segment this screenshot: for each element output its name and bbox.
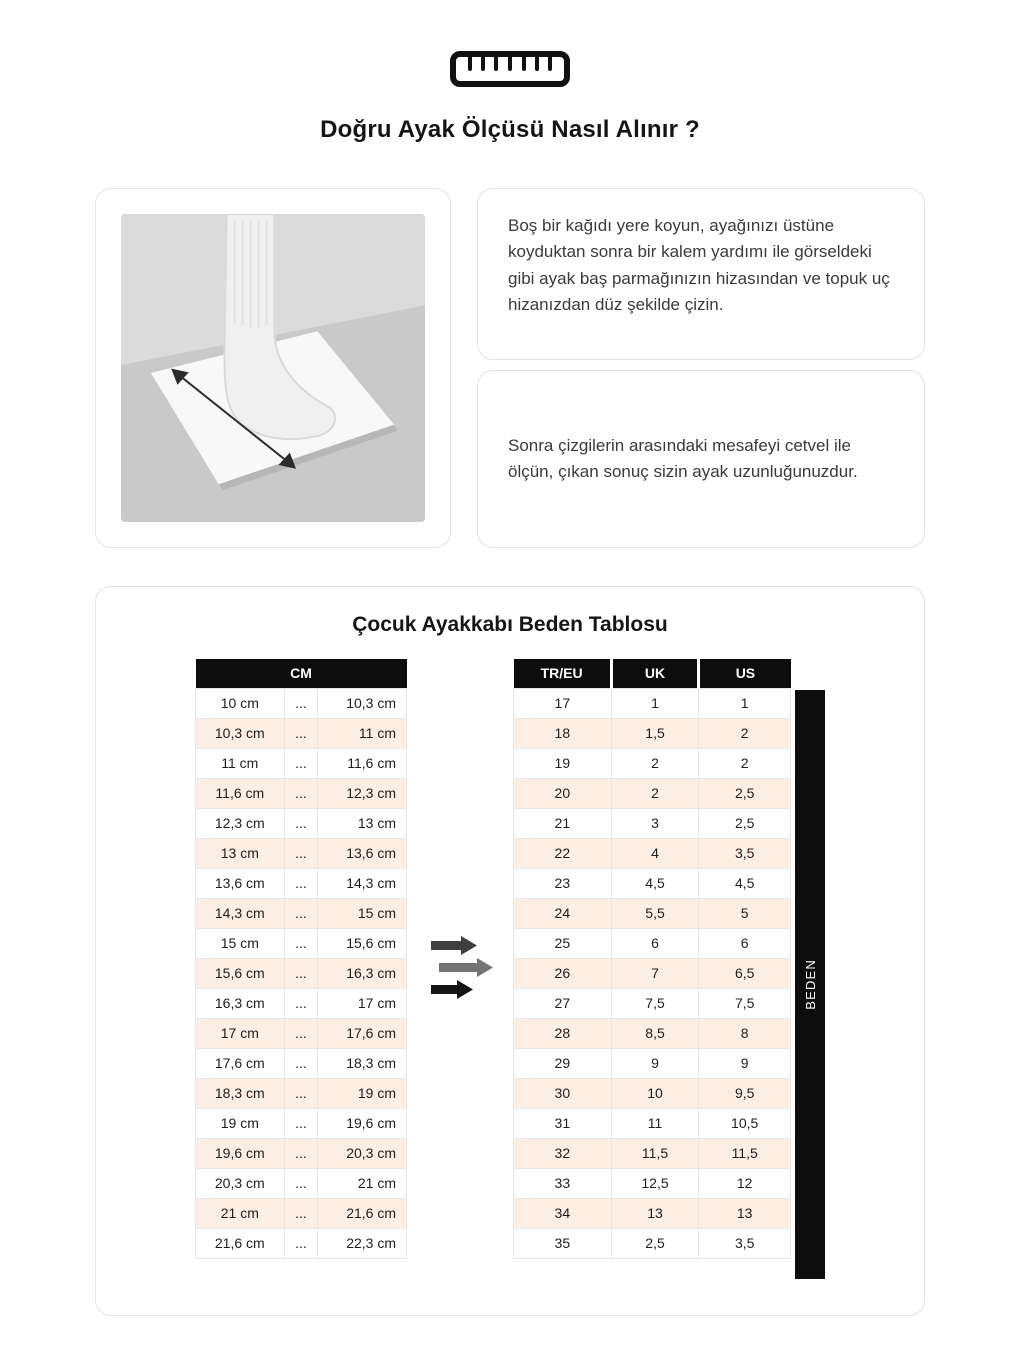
- cm-from-cell: 10,3 cm: [196, 718, 285, 748]
- us-cell: 3,5: [699, 838, 791, 868]
- cm-table-row: [196, 748, 407, 778]
- tr-eu-cell: 25: [514, 928, 612, 958]
- dots-cell: ...: [284, 1048, 318, 1078]
- dots-cell: ...: [284, 1168, 318, 1198]
- uk-cell: 8,5: [611, 1018, 699, 1048]
- size-table-row: [514, 748, 791, 778]
- cm-from-cell: 15,6 cm: [196, 958, 285, 988]
- cm-from-cell: 12,3 cm: [196, 808, 285, 838]
- size-table-row: [514, 718, 791, 748]
- uk-cell: 6: [611, 928, 699, 958]
- us-cell: 5: [699, 898, 791, 928]
- cm-to-cell: 16,3 cm: [318, 958, 407, 988]
- us-cell: 9,5: [699, 1078, 791, 1108]
- cm-from-cell: 18,3 cm: [196, 1078, 285, 1108]
- cm-from-cell: 17,6 cm: [196, 1048, 285, 1078]
- cm-to-cell: 17 cm: [318, 988, 407, 1018]
- uk-cell: 7: [611, 958, 699, 988]
- uk-cell: 4: [611, 838, 699, 868]
- size-table-row: [514, 1138, 791, 1168]
- tr-eu-cell: 31: [514, 1108, 612, 1138]
- cm-from-cell: 20,3 cm: [196, 1168, 285, 1198]
- uk-cell: 4,5: [611, 868, 699, 898]
- cm-to-cell: 13 cm: [318, 808, 407, 838]
- dots-cell: ...: [284, 1018, 318, 1048]
- dots-cell: ...: [284, 958, 318, 988]
- instruction-step-2: Sonra çizgilerin arasındaki mesafeyi cetvel ile ölçün, çıkan sonuç sizin ayak uzunluğunuzdur.: [508, 435, 858, 481]
- us-cell: 10,5: [699, 1108, 791, 1138]
- cm-from-cell: 11,6 cm: [196, 778, 285, 808]
- foot-measure-photo: [121, 214, 425, 522]
- tr-eu-cell: 30: [514, 1078, 612, 1108]
- us-cell: 13: [699, 1198, 791, 1228]
- uk-cell: 1: [611, 688, 699, 718]
- cm-from-cell: 19,6 cm: [196, 1138, 285, 1168]
- uk-cell: 10: [611, 1078, 699, 1108]
- size-table-row: [514, 808, 791, 838]
- us-cell: 6: [699, 928, 791, 958]
- us-cell: 2,5: [699, 778, 791, 808]
- cm-from-cell: 10 cm: [196, 688, 285, 718]
- size-table-row: [514, 1228, 791, 1258]
- dots-cell: ...: [284, 898, 318, 928]
- cm-to-cell: 19,6 cm: [318, 1108, 407, 1138]
- tr-eu-cell: 19: [514, 748, 612, 778]
- uk-cell: 5,5: [611, 898, 699, 928]
- uk-header: UK: [611, 659, 699, 688]
- cm-table-row: [196, 778, 407, 808]
- uk-cell: 9: [611, 1048, 699, 1078]
- cm-table-row: [196, 958, 407, 988]
- cm-table-row: [196, 808, 407, 838]
- tr-eu-cell: 23: [514, 868, 612, 898]
- dots-cell: ...: [284, 1198, 318, 1228]
- cm-from-cell: 16,3 cm: [196, 988, 285, 1018]
- tr-eu-cell: 29: [514, 1048, 612, 1078]
- instruction-cards: [477, 188, 925, 548]
- cm-to-cell: 21 cm: [318, 1168, 407, 1198]
- instruction-card-2: [477, 370, 925, 548]
- cm-to-cell: 22,3 cm: [318, 1228, 407, 1258]
- size-table-row: [514, 1078, 791, 1108]
- cm-from-cell: 17 cm: [196, 1018, 285, 1048]
- size-conversion-table: [513, 659, 791, 1259]
- cm-from-cell: 15 cm: [196, 928, 285, 958]
- size-table-row: [514, 958, 791, 988]
- cm-table-row: [196, 1108, 407, 1138]
- cm-to-cell: 12,3 cm: [318, 778, 407, 808]
- cm-table-row: [196, 1018, 407, 1048]
- size-table-title: Çocuk Ayakkabı Beden Tablosu: [352, 613, 668, 636]
- dots-cell: ...: [284, 808, 318, 838]
- size-table-row: [514, 868, 791, 898]
- ruler-icon: [0, 50, 1020, 88]
- us-cell: 7,5: [699, 988, 791, 1018]
- us-header: US: [699, 659, 791, 688]
- cm-table-header-row: [196, 659, 407, 688]
- uk-cell: 13: [611, 1198, 699, 1228]
- cm-to-cell: 21,6 cm: [318, 1198, 407, 1228]
- tr-eu-cell: 22: [514, 838, 612, 868]
- cm-table-row: [196, 1198, 407, 1228]
- cm-table-row: [196, 688, 407, 718]
- beden-side-label-text: BEDEN: [802, 959, 818, 1010]
- page-title: Doğru Ayak Ölçüsü Nasıl Alınır ?: [320, 116, 700, 143]
- dots-cell: ...: [284, 688, 318, 718]
- cm-to-cell: 15 cm: [318, 898, 407, 928]
- uk-cell: 7,5: [611, 988, 699, 1018]
- cm-table-row: [196, 928, 407, 958]
- tr-eu-header: TR/EU: [514, 659, 612, 688]
- cm-from-cell: 13 cm: [196, 838, 285, 868]
- size-tables-row: [96, 659, 924, 1279]
- cm-to-cell: 17,6 cm: [318, 1018, 407, 1048]
- size-table-row: [514, 988, 791, 1018]
- uk-cell: 3: [611, 808, 699, 838]
- cm-from-cell: 13,6 cm: [196, 868, 285, 898]
- tr-eu-cell: 26: [514, 958, 612, 988]
- cm-table-row: [196, 1078, 407, 1108]
- uk-cell: 2: [611, 778, 699, 808]
- cm-table: [195, 659, 407, 1259]
- dots-cell: ...: [284, 1138, 318, 1168]
- uk-cell: 11: [611, 1108, 699, 1138]
- cm-table-row: [196, 988, 407, 1018]
- tr-eu-cell: 17: [514, 688, 612, 718]
- cm-to-cell: 11,6 cm: [318, 748, 407, 778]
- dots-cell: ...: [284, 928, 318, 958]
- beden-side-label: [795, 690, 825, 1279]
- howto-section: [95, 188, 925, 548]
- foot-measure-photo-card: [95, 188, 451, 548]
- dots-cell: ...: [284, 718, 318, 748]
- cm-to-cell: 10,3 cm: [318, 688, 407, 718]
- us-cell: 8: [699, 1018, 791, 1048]
- dots-cell: ...: [284, 778, 318, 808]
- cm-to-cell: 20,3 cm: [318, 1138, 407, 1168]
- us-cell: 2: [699, 748, 791, 778]
- cm-table-row: [196, 1138, 407, 1168]
- tr-eu-cell: 35: [514, 1228, 612, 1258]
- cm-from-cell: 21 cm: [196, 1198, 285, 1228]
- us-cell: 2,5: [699, 808, 791, 838]
- cm-table-row: [196, 838, 407, 868]
- cm-table-row: [196, 1048, 407, 1078]
- uk-cell: 2,5: [611, 1228, 699, 1258]
- us-cell: 11,5: [699, 1138, 791, 1168]
- us-cell: 1: [699, 688, 791, 718]
- size-table-row: [514, 1018, 791, 1048]
- cm-table-row: [196, 898, 407, 928]
- size-table-header-row: [514, 659, 791, 688]
- cm-from-cell: 14,3 cm: [196, 898, 285, 928]
- tr-eu-cell: 32: [514, 1138, 612, 1168]
- cm-from-cell: 19 cm: [196, 1108, 285, 1138]
- cm-to-cell: 11 cm: [318, 718, 407, 748]
- instruction-card-1: [477, 188, 925, 360]
- uk-cell: 2: [611, 748, 699, 778]
- cm-table-row: [196, 1168, 407, 1198]
- us-cell: 2: [699, 718, 791, 748]
- tr-eu-cell: 33: [514, 1168, 612, 1198]
- cm-to-cell: 13,6 cm: [318, 838, 407, 868]
- tr-eu-cell: 27: [514, 988, 612, 1018]
- size-table-row: [514, 898, 791, 928]
- us-cell: 4,5: [699, 868, 791, 898]
- dots-cell: ...: [284, 1078, 318, 1108]
- dots-cell: ...: [284, 1228, 318, 1258]
- uk-cell: 11,5: [611, 1138, 699, 1168]
- size-table-row: [514, 838, 791, 868]
- cm-from-cell: 11 cm: [196, 748, 285, 778]
- us-cell: 6,5: [699, 958, 791, 988]
- tr-eu-cell: 28: [514, 1018, 612, 1048]
- tr-eu-cell: 18: [514, 718, 612, 748]
- dots-cell: ...: [284, 838, 318, 868]
- size-table-card: [95, 586, 925, 1316]
- size-table-row: [514, 688, 791, 718]
- cm-table-row: [196, 868, 407, 898]
- cm-header: CM: [196, 659, 407, 688]
- tr-eu-cell: 21: [514, 808, 612, 838]
- cm-table-row: [196, 718, 407, 748]
- size-table-row: [514, 1048, 791, 1078]
- tr-eu-cell: 20: [514, 778, 612, 808]
- triple-right-arrow-icon: [429, 933, 497, 1005]
- uk-cell: 1,5: [611, 718, 699, 748]
- cm-to-cell: 18,3 cm: [318, 1048, 407, 1078]
- dots-cell: ...: [284, 748, 318, 778]
- us-cell: 12: [699, 1168, 791, 1198]
- size-table-row: [514, 1198, 791, 1228]
- dots-cell: ...: [284, 868, 318, 898]
- size-table-row: [514, 1108, 791, 1138]
- tr-eu-cell: 24: [514, 898, 612, 928]
- us-cell: 9: [699, 1048, 791, 1078]
- size-table-row: [514, 778, 791, 808]
- dots-cell: ...: [284, 988, 318, 1018]
- tr-eu-cell: 34: [514, 1198, 612, 1228]
- size-table-row: [514, 1168, 791, 1198]
- dots-cell: ...: [284, 1108, 318, 1138]
- cm-to-cell: 14,3 cm: [318, 868, 407, 898]
- uk-cell: 12,5: [611, 1168, 699, 1198]
- cm-from-cell: 21,6 cm: [196, 1228, 285, 1258]
- cm-table-row: [196, 1228, 407, 1258]
- instruction-step-1: Boş bir kağıdı yere koyun, ayağınızı üstüne koyduktan sonra bir kalem yardımı ile görseldeki gibi ayak baş parmağınızın hizasından ve topuk uç hizanızdan düz şekilde çizin.: [508, 216, 890, 315]
- size-table-row: [514, 928, 791, 958]
- cm-to-cell: 15,6 cm: [318, 928, 407, 958]
- cm-to-cell: 19 cm: [318, 1078, 407, 1108]
- us-cell: 3,5: [699, 1228, 791, 1258]
